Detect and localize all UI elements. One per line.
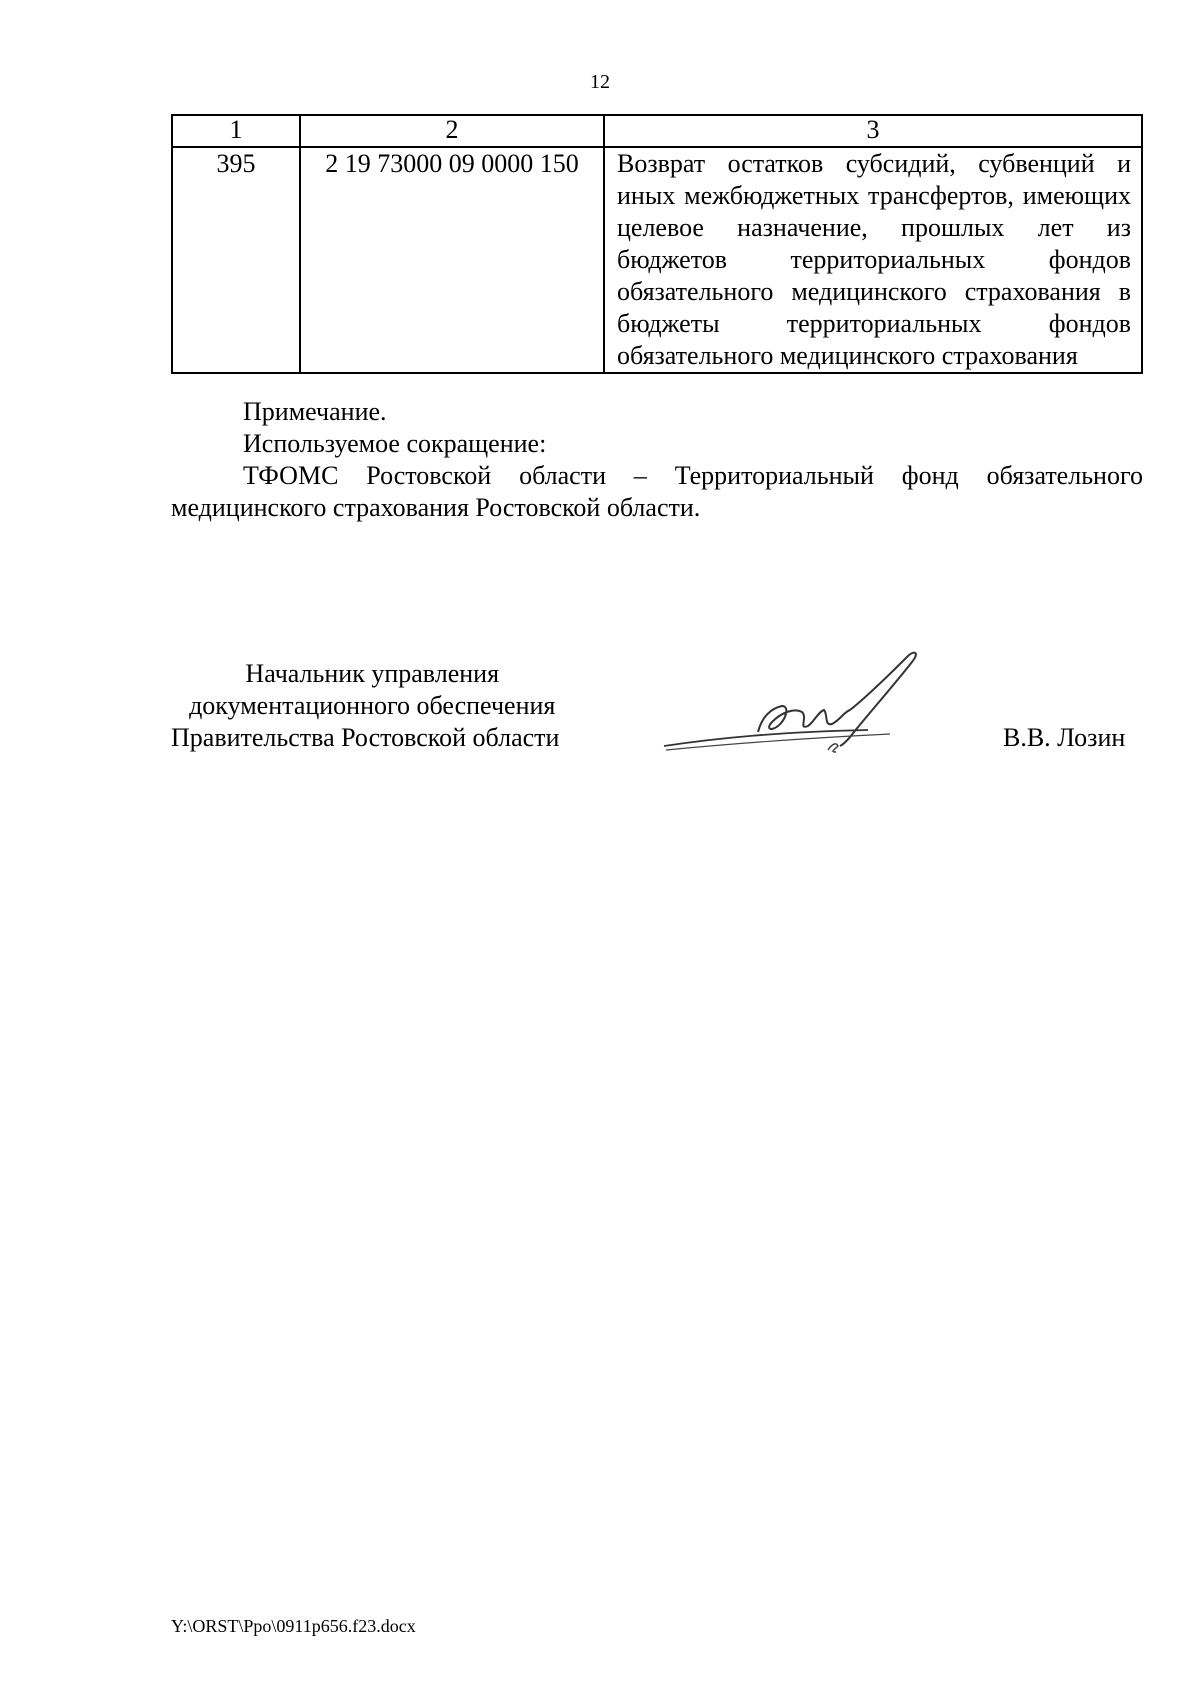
- budget-code-cell: 2 19 73000 09 0000 150: [300, 147, 604, 373]
- description-cell: Возврат остатков субсидий, субвенций и иных межбюджетных трансфертов, имеющих целевое назначение, прошлых лет из бюджетов территориальных фондов обязательного медицинского страхования в бюджеты территориальных фондов обязательного медицинского страхования: [604, 147, 1142, 373]
- file-path: Y:\ORST\Ppo\0911p656.f23.docx: [171, 1616, 416, 1636]
- handwritten-signature: [658, 646, 948, 766]
- signatory-title-line-1: Начальник управления: [245, 659, 500, 688]
- signatory-name: В.В. Лозин: [1003, 723, 1126, 752]
- table-header-row: [172, 115, 1142, 147]
- signatory-title-line-3: Правительства Ростовской области: [171, 723, 560, 752]
- table-row: [172, 147, 1142, 373]
- column-header-2: 2: [300, 115, 604, 147]
- column-header-1: 1: [172, 115, 300, 147]
- column-header-3: 3: [604, 115, 1142, 147]
- signatory-title-line-2: документационного обеспечения: [189, 691, 556, 720]
- row-number-cell: 395: [172, 147, 300, 373]
- note-heading: Примечание.: [243, 397, 387, 426]
- budget-codes-table: [171, 114, 1143, 374]
- note-abbreviation-text: ТФОМС Ростовской области – Территориальный фонд обязательного медицинского страхования Ростовской области.: [171, 461, 1143, 522]
- page-number: 12: [590, 71, 610, 93]
- signatory-title: [171, 658, 559, 754]
- note-subheading: Используемое сокращение:: [243, 429, 547, 458]
